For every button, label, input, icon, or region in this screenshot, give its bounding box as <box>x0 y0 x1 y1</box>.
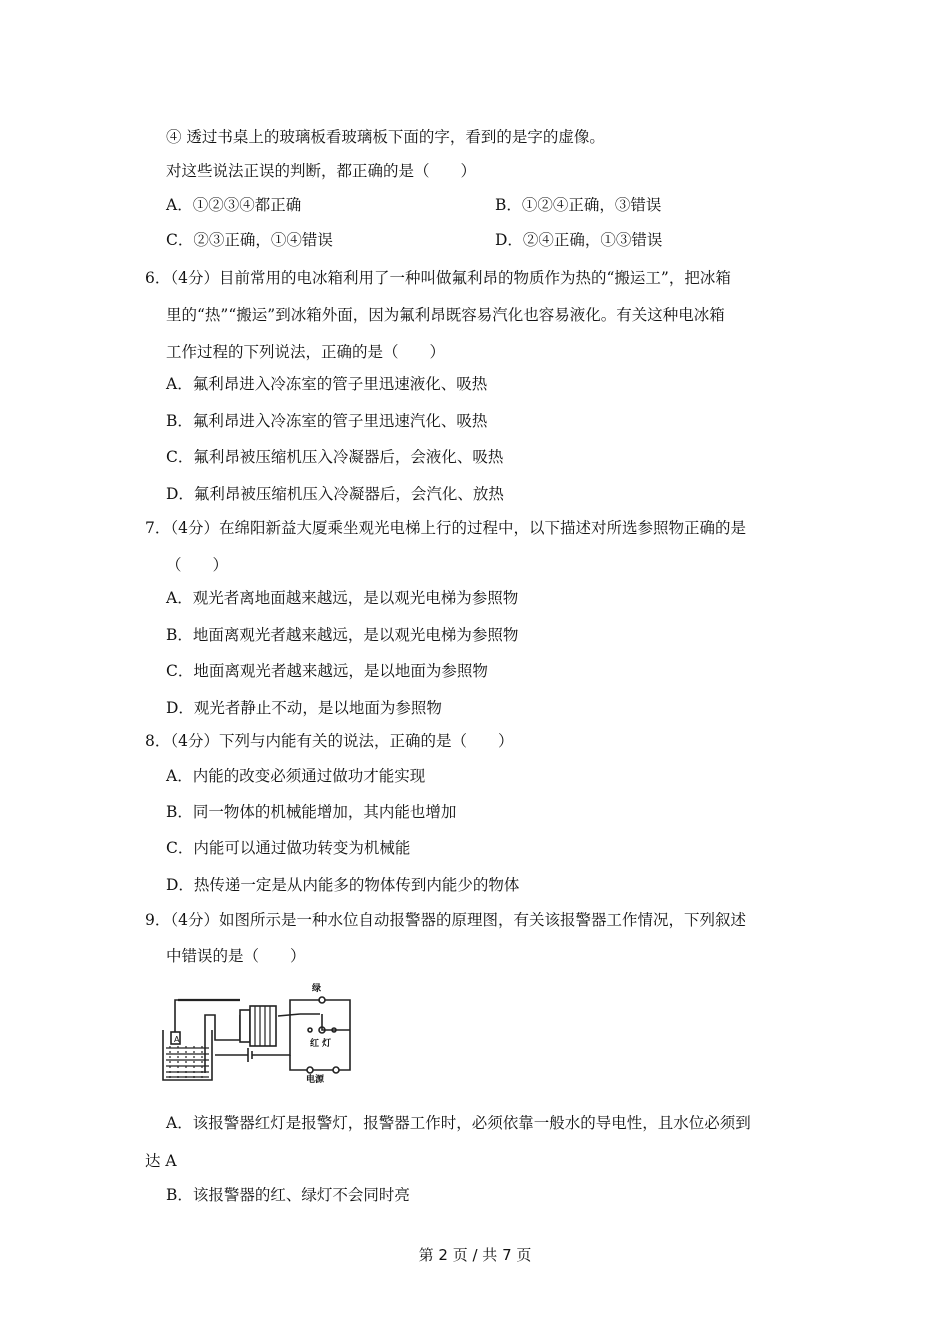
option-c[interactable]: C．②③正确，①④错误 <box>166 231 333 249</box>
option-b[interactable]: B．①②④正确，③错误 <box>495 196 662 214</box>
question-7-option-c[interactable]: C．地面离观光者越来越远，是以地面为参照物 <box>166 662 488 680</box>
statement-4: ④ 透过书桌上的玻璃板看玻璃板下面的字，看到的是字的虚像。 <box>166 128 605 146</box>
option-d[interactable]: D．②④正确，①③错误 <box>495 231 663 249</box>
question-7-option-a[interactable]: A．观光者离地面越来越远，是以观光电梯为参照物 <box>166 589 519 607</box>
question-8-option-a[interactable]: A．内能的改变必须通过做功才能实现 <box>166 767 426 785</box>
question-8-stem: 8．（4分）下列与内能有关的说法，正确的是（ ） <box>145 732 514 750</box>
question-7-stem-line2: （ ） <box>166 556 229 574</box>
question-prompt: 对这些说法正误的判断，都正确的是（ ） <box>166 162 477 180</box>
question-6-stem-line2: 里的“热”“搬运”到冰箱外面，因为氟利昂既容易汽化也容易液化。有关这种电冰箱 <box>166 306 725 324</box>
question-7-option-d[interactable]: D．观光者静止不动，是以地面为参照物 <box>166 699 442 717</box>
question-9-option-b[interactable]: B．该报警器的红、绿灯不会同时亮 <box>166 1186 410 1204</box>
question-7-option-b[interactable]: B．地面离观光者越来越远，是以观光电梯为参照物 <box>166 626 519 644</box>
question-9-option-a-line2: 达 A <box>145 1152 177 1170</box>
power-supply-label: 电源 <box>306 1075 325 1085</box>
question-6-stem-line1: 6．（4分）目前常用的电冰箱利用了一种叫做氟利昂的物质作为热的“搬运工”，把冰箱 <box>145 269 731 287</box>
question-6-option-c[interactable]: C．氟利昂被压缩机压入冷凝器后，会液化、吸热 <box>166 448 504 466</box>
lamp-label: 灯 <box>322 1039 332 1049</box>
question-8-option-d[interactable]: D．热传递一定是从内能多的物体传到内能少的物体 <box>166 876 520 894</box>
red-lamp-label: 红 <box>310 1039 320 1049</box>
question-6-option-d[interactable]: D．氟利昂被压缩机压入冷凝器后，会汽化、放热 <box>166 485 504 503</box>
question-9-stem-line2: 中错误的是（ ） <box>166 947 306 965</box>
question-7-stem-line1: 7．（4分）在绵阳新益大厦乘坐观光电梯上行的过程中，以下描述对所选参照物正确的是 <box>145 519 746 537</box>
green-lamp-label: 绿 <box>312 984 322 994</box>
question-9-option-a-line1[interactable]: A．该报警器红灯是报警灯，报警器工作时，必须依靠一般水的导电性，且水位必须到 <box>166 1114 751 1132</box>
question-6-option-b[interactable]: B．氟利昂进入冷冻室的管子里迅速汽化、吸热 <box>166 412 488 430</box>
electrode-a-label: A <box>174 1035 180 1044</box>
question-8-option-c[interactable]: C．内能可以通过做功转变为机械能 <box>166 839 411 857</box>
water-level-alarm-circuit-diagram <box>160 980 360 1085</box>
option-a[interactable]: A．①②③④都正确 <box>166 196 302 214</box>
question-9-stem-line1: 9．（4分）如图所示是一种水位自动报警器的原理图，有关该报警器工作情况，下列叙述 <box>145 911 746 929</box>
page-footer: 第 2 页 / 共 7 页 <box>418 1246 532 1264</box>
question-8-option-b[interactable]: B．同一物体的机械能增加，其内能也增加 <box>166 803 457 821</box>
question-6-stem-line3: 工作过程的下列说法，正确的是（ ） <box>166 343 446 361</box>
question-6-option-a[interactable]: A．氟利昂进入冷冻室的管子里迅速液化、吸热 <box>166 375 488 393</box>
